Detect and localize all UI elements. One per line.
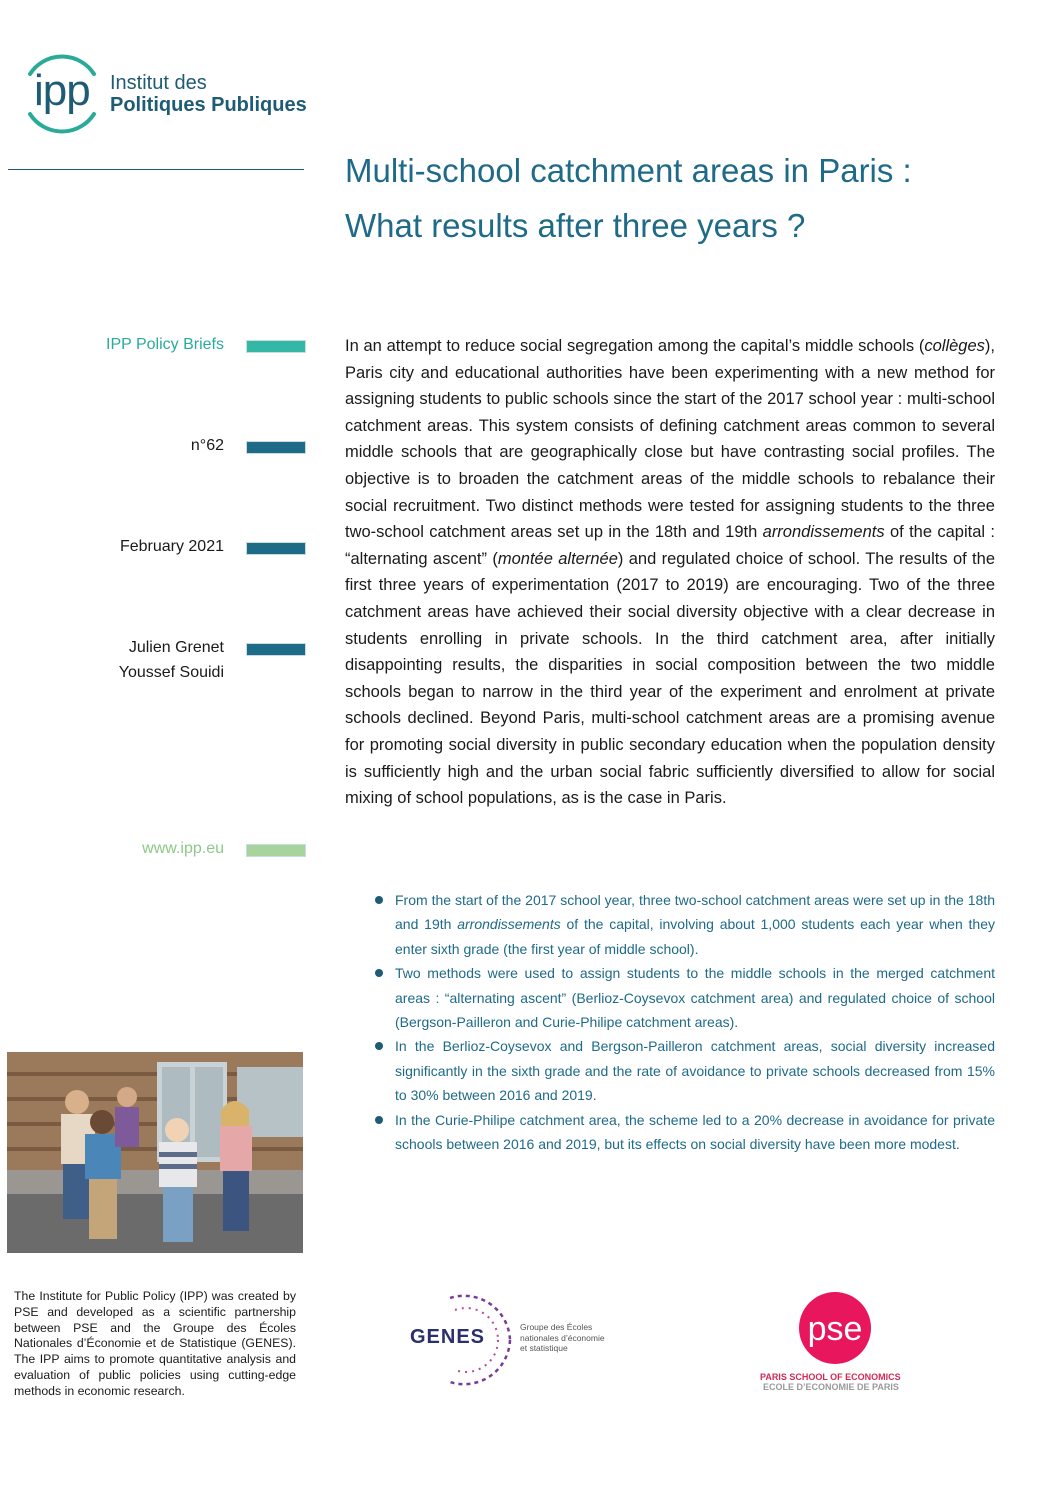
bullet-icon	[375, 896, 383, 904]
series-bar	[246, 340, 306, 353]
institute-description: The Institute for Public Policy (IPP) was created by PSE and developed as a scientific partnership between PSE and the Groupe des Écoles Nationales d’Économie et de Statistique (GENES). The IPP aims to promote quantitative analysis and evaluation of public policies using cutting-edge methods in economic research.	[14, 1289, 296, 1398]
website-bar	[246, 844, 306, 857]
authors-bar	[246, 643, 306, 656]
genes-logo-text: GENES	[410, 1326, 486, 1348]
pse-name-fr: ECOLE D’ECONOMIE DE PARIS	[763, 1382, 899, 1392]
list-item: In the Curie-Philipe catchment area, the scheme led to a 20% decrease in avoidance for private schools between 2016 and 2019, but its effects on social diversity have been more modest.	[373, 1108, 995, 1157]
list-item: In the Berlioz-Coysevox and Bergson-Pailleron catchment areas, social diversity increased significantly in the sixth grade and the rate of avoidance to private schools decreased from 15% to 30% between 2016 and 2019.	[373, 1034, 995, 1107]
issue-number: n°62	[190, 437, 224, 454]
bullet-icon	[375, 1116, 383, 1124]
publication-date: February 2021	[119, 538, 224, 555]
list-item: From the start of the 2017 school year, three two-school catchment areas were set up in the 18th and 19th arrondissements of the capital, involving about 1,000 students each year when they enter sixth grade (the first year of middle school).	[373, 888, 995, 961]
pse-name: PARIS SCHOOL OF ECONOMICS	[760, 1372, 901, 1382]
institute-name-line2: Politiques Publiques	[110, 94, 307, 116]
institute-name-line1: Institut des	[110, 72, 207, 94]
pse-logo-mark	[790, 1290, 880, 1370]
list-item: Two methods were used to assign students to the middle schools in the merged catchment areas : “alternating ascent” (Berlioz-Coysevox catchment area) and regulated choice of school (Bergson-Pailleron and Curie-Philipe catchment areas).	[373, 961, 995, 1034]
title-line1: Multi-school catchment areas in Paris :	[345, 152, 912, 189]
issue-bar	[246, 441, 306, 454]
series-label: IPP Policy Briefs	[106, 336, 224, 353]
date-bar	[246, 542, 306, 555]
author-2: Youssef Souidi	[118, 664, 224, 681]
header-divider	[8, 169, 304, 170]
students-photo	[7, 1052, 303, 1253]
key-points-list	[373, 888, 995, 1156]
ipp-logo: ipp	[34, 66, 90, 115]
website-link[interactable]: www.ipp.eu	[142, 840, 224, 857]
bullet-icon	[375, 1042, 383, 1050]
bullet-icon	[375, 969, 383, 977]
author-1: Julien Grenet	[128, 639, 224, 656]
pse-logo-letters: pse	[807, 1310, 863, 1348]
genes-tagline: Groupe des Écoles nationales d’économie et statistique	[520, 1322, 605, 1353]
title-line2: What results after three years ?	[345, 207, 806, 244]
abstract: In an attempt to reduce social segregation among the capital’s middle schools (collèges), Paris city and educational authorities have been experimenting with a new method for assigning students to public schools since the start of the 2017 school year : multi-school catchment areas. This system consists of defining catchment areas common to several middle schools that are geographically close but have contrasting social profiles. The objective is to broaden the catchment areas of the middle schools to rebalance their social recruitment. Two distinct methods were tested for assigning students to the three two-school catchment areas set up in the 18th and 19th arrondissements of the capital : “alternating ascent” (montée alternée) and regulated choice of school. The results of the first three years of experimentation (2017 to 2019) are encouraging. Two of the three catchment areas have achieved their social diversity objective with a clear decrease in students enrolling in private schools. In the third catchment area, after initially disappointing results, the disparities in social composition between the two middle schools began to narrow in the third year of the experiment and enrolment at private schools declined. Beyond Paris, multi-school catchment areas are a promising avenue for promoting social diversity in public secondary education when the population density is sufficiently high and the urban social fabric sufficiently diversified to allow for social mixing of school populations, as is the case in Paris.	[345, 337, 995, 808]
page-title	[345, 143, 1035, 253]
